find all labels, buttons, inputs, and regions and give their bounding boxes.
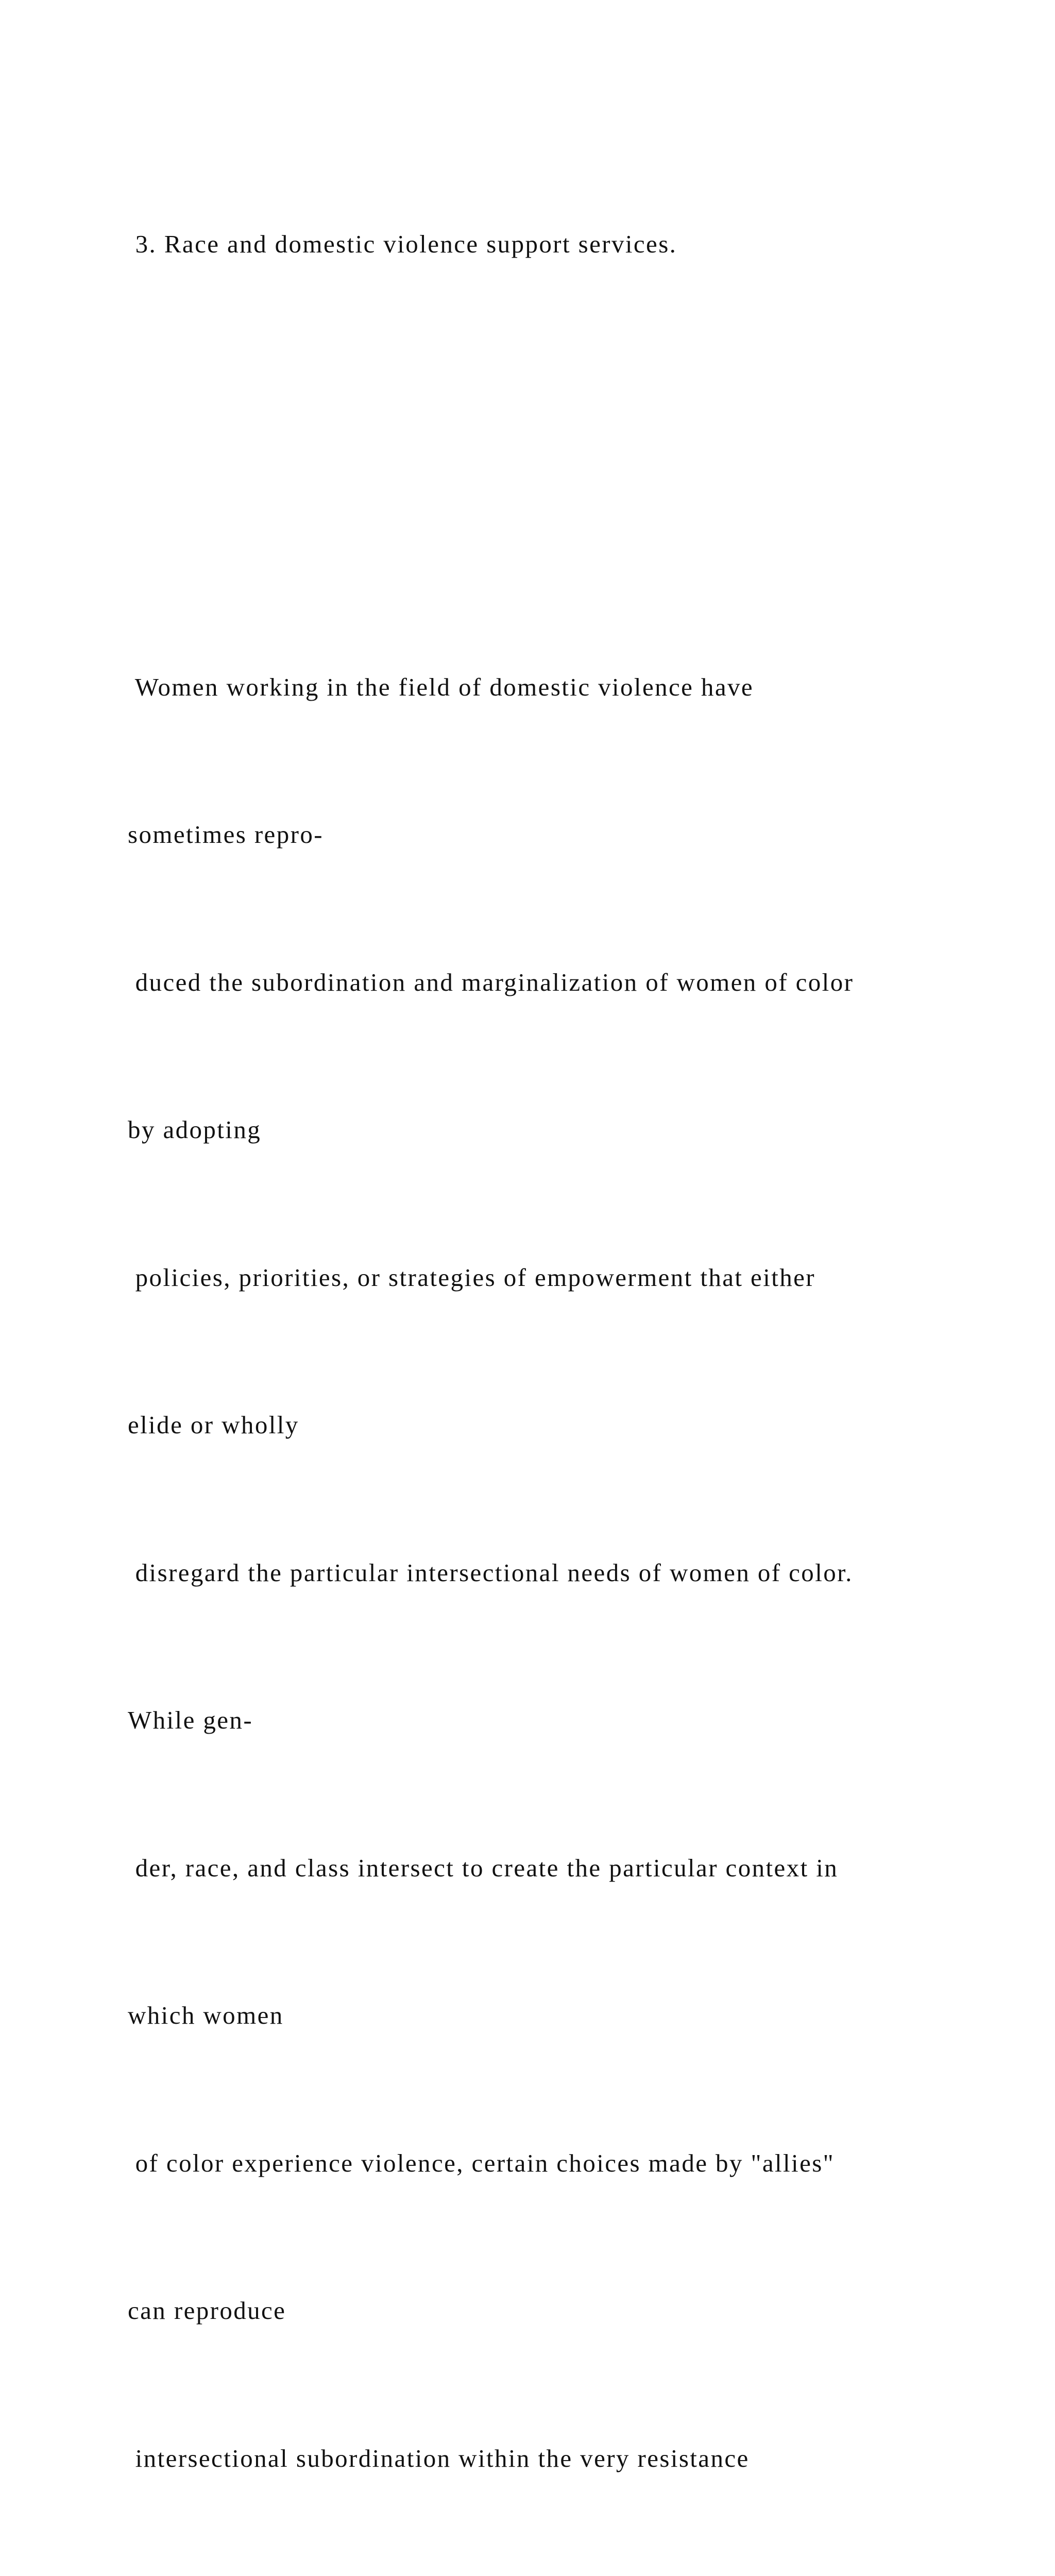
- paragraph-line: can reproduce: [128, 2286, 1003, 2335]
- paragraph-line: which women: [128, 1991, 1003, 2040]
- paragraph-line: While gen-: [128, 1696, 1003, 1745]
- paragraph-line: intersectional subordination within the very resistance: [128, 2434, 1003, 2483]
- document-body: [128, 121, 1003, 2576]
- paragraph-line: policies, priorities, or strategies of empowerment that either: [128, 1253, 1003, 1302]
- paragraph-line: by adopting: [128, 1105, 1003, 1155]
- paragraph-line: disregard the particular intersectional needs of women of color.: [128, 1548, 1003, 1598]
- paragraph-line: elide or wholly: [128, 1400, 1003, 1450]
- paragraph-gap: [128, 367, 1003, 417]
- paragraph-line: duced the subordination and marginalization of women of color: [128, 958, 1003, 1007]
- paragraph-1: [128, 564, 1003, 2576]
- paragraph-line: Women working in the field of domestic violence have: [128, 663, 1003, 712]
- paragraph-line: sometimes repro-: [128, 810, 1003, 859]
- paragraph-line: of color experience violence, certain choices made by "allies": [128, 2139, 1003, 2188]
- paragraph-line: der, race, and class intersect to create the particular context in: [128, 1843, 1003, 1893]
- section-heading: 3. Race and domestic violence support services.: [128, 219, 1003, 269]
